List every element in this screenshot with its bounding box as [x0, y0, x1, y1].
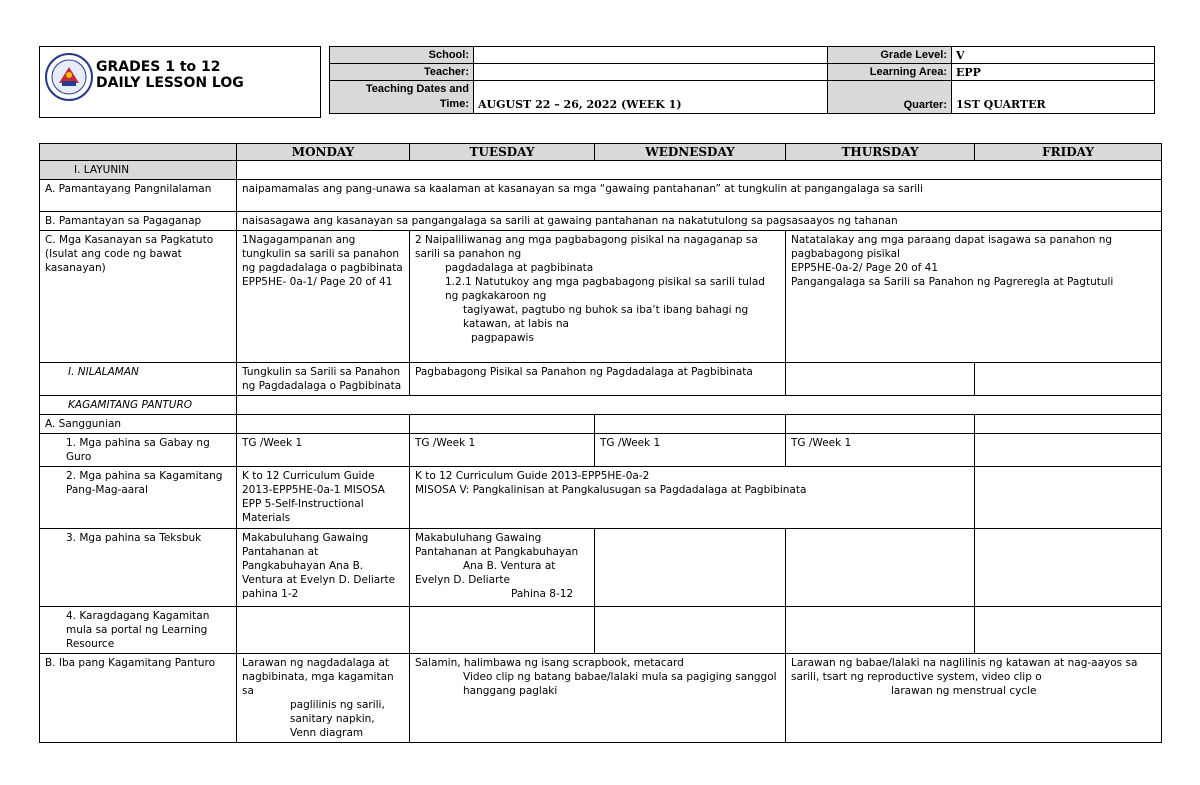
- nilalaman-tuesday: Pagbabagong Pisikal sa Panahon ng Pagdadalaga at Pagbibinata: [410, 363, 786, 396]
- sanggunian-row: [40, 415, 1162, 434]
- karagdagang-kagamitan-label: 4. Karagdagang Kagamitan mula sa portal ng Learning Resource: [40, 607, 237, 654]
- teksbuk-wednesday: [595, 529, 786, 607]
- pamantayang-pangnilalaman-text: naipamamalas ang pang-unawa sa kaalaman at kasanayan sa mga “gawaing pantahanan” at tungkulin at pangangalaga sa sarili: [237, 180, 1162, 212]
- iba-pang-kagamitan-thursday-line-1: Larawan ng babae/lalaki na naglilinis ng katawan at nag-aayos sa sarili, tsart ng reproductive system, video clip o: [791, 657, 1138, 683]
- teksbuk-row: [40, 529, 1162, 607]
- learning-area-label: Learning Area:: [828, 64, 952, 81]
- kasanayan-monday: 1Nagagampanan ang tungkulin sa sarili sa panahon ng pagdadalaga o pagbibinata EPP5HE- 0a-1/ Page 20 of 41: [237, 231, 410, 363]
- layunin-content: [237, 161, 1162, 180]
- iba-pang-kagamitan-thursday-line-2: larawan ng menstrual cycle: [891, 685, 1037, 697]
- kasanayan-label: C. Mga Kasanayan sa Pagkatuto (Isulat ang code ng bawat kasanayan): [40, 231, 237, 363]
- teksbuk-label: 3. Mga pahina sa Teksbuk: [40, 529, 237, 607]
- day-monday: MONDAY: [237, 144, 410, 161]
- iba-pang-kagamitan-monday: [237, 654, 410, 743]
- kagamitang-panturo-label: KAGAMITANG PANTURO: [40, 396, 237, 415]
- title-line-1: GRADES 1 to 12: [96, 59, 221, 75]
- teaching-dates-label-line-2: Time:: [439, 98, 469, 110]
- sanggunian-label: A. Sanggunian: [40, 415, 237, 434]
- header-blank-cell: [40, 144, 237, 161]
- grade-level-value: V: [952, 47, 1155, 64]
- title-line-2: DAILY LESSON LOG: [96, 75, 244, 91]
- iba-pang-kagamitan-tuesday-line-1: Salamin, halimbawa ng isang scrapbook, metacard: [415, 657, 684, 669]
- iba-pang-kagamitan-label: B. Iba pang Kagamitang Panturo: [40, 654, 237, 743]
- karagdagang-kagamitan-thursday: [786, 607, 975, 654]
- kasanayan-row: [40, 231, 1162, 363]
- pamantayan-pagganap-row: [40, 212, 1162, 231]
- kasanayan-tuesday-line-1: 2 Naipaliliwanag ang mga pagbabagong pisikal na nagaganap sa sarili sa panahon ng: [415, 234, 758, 260]
- pamantayan-pagganap-label: B. Pamantayan sa Pagaganap: [40, 212, 237, 231]
- kasanayan-thursday: [786, 231, 1162, 363]
- kagamitang-mag-aaral-row: [40, 467, 1162, 529]
- kagamitang-panturo-content: [237, 396, 1162, 415]
- sanggunian-monday: [237, 415, 410, 434]
- layunin-label: I. LAYUNIN: [40, 161, 237, 180]
- gabay-guro-friday: [975, 434, 1162, 467]
- karagdagang-kagamitan-tuesday: [410, 607, 595, 654]
- day-tuesday: TUESDAY: [410, 144, 595, 161]
- grade-level-label: Grade Level:: [828, 47, 952, 64]
- karagdagang-kagamitan-wednesday: [595, 607, 786, 654]
- teacher-value: [474, 64, 828, 81]
- kasanayan-thursday-line-3: Pangangalaga sa Sarili sa Panahon ng Pagreregla at Pagtutuli: [791, 276, 1114, 288]
- teksbuk-tuesday: [410, 529, 595, 607]
- kasanayan-tuesday: [410, 231, 786, 363]
- kasanayan-thursday-line-2: EPP5HE-0a-2/ Page 20 of 41: [791, 262, 939, 274]
- quarter-label: Quarter:: [828, 81, 952, 114]
- title-box: [39, 46, 321, 118]
- day-wednesday: WEDNESDAY: [595, 144, 786, 161]
- teaching-dates-label: [330, 81, 474, 114]
- kagamitang-mag-aaral-tuesday: [410, 467, 975, 529]
- kasanayan-tuesday-line-4: tagiyawat, pagtubo ng buhok sa iba’t ibang bahagi ng katawan, at labis na: [463, 304, 749, 330]
- iba-pang-kagamitan-thursday: [786, 654, 1162, 743]
- teksbuk-tuesday-line-3: Evelyn D. Deliarte: [415, 574, 510, 586]
- karagdagang-kagamitan-row: [40, 607, 1162, 654]
- layunin-row: [40, 161, 1162, 180]
- deped-seal-icon: [45, 53, 93, 101]
- iba-pang-kagamitan-monday-line-2: paglilinis ng sarili, sanitary napkin, Venn diagram: [290, 699, 385, 739]
- kasanayan-tuesday-line-5: pagpapawis: [471, 332, 534, 344]
- quarter-value: 1ST QUARTER: [952, 81, 1155, 114]
- kasanayan-tuesday-line-3: 1.2.1 Natutukoy ang mga pagbabagong pisikal sa sarili tulad ng pagkakaroon ng: [445, 276, 765, 302]
- teksbuk-tuesday-line-1: Makabuluhang Gawaing Pantahanan at Pangkabuhayan: [415, 532, 579, 558]
- pamantayan-pagganap-text: naisasagawa ang kasanayan sa pangangalaga sa sarili at gawaing pantahanan na nakatutulong sa pagsasaayos ng tahanan: [237, 212, 1162, 231]
- iba-pang-kagamitan-tuesday: [410, 654, 786, 743]
- info-table: [329, 46, 1155, 114]
- karagdagang-kagamitan-friday: [975, 607, 1162, 654]
- nilalaman-thursday: [786, 363, 975, 396]
- sanggunian-tuesday: [410, 415, 595, 434]
- karagdagang-kagamitan-monday: [237, 607, 410, 654]
- teksbuk-thursday: [786, 529, 975, 607]
- pamantayang-pangnilalaman-label: A. Pamantayang Pangnilalaman: [40, 180, 237, 212]
- day-header-row: [40, 144, 1162, 161]
- kagamitang-mag-aaral-tuesday-line-1: K to 12 Curriculum Guide 2013-EPP5HE-0a-2: [415, 470, 650, 482]
- teacher-label: Teacher:: [330, 64, 474, 81]
- gabay-guro-thursday: TG /Week 1: [786, 434, 975, 467]
- teaching-dates-value: AUGUST 22 – 26, 2022 (WEEK 1): [474, 81, 828, 114]
- school-label: School:: [330, 47, 474, 64]
- gabay-guro-tuesday: TG /Week 1: [410, 434, 595, 467]
- sanggunian-thursday: [786, 415, 975, 434]
- kagamitang-mag-aaral-monday: K to 12 Curriculum Guide 2013-EPP5HE-0a-1 MISOSA EPP 5-Self-Instructional Materials: [237, 467, 410, 529]
- kasanayan-thursday-line-1: Natatalakay ang mga paraang dapat isagawa sa panahon ng pagbabagong pisikal: [791, 234, 1113, 260]
- kagamitang-mag-aaral-tuesday-line-2: MISOSA V: Pangkalinisan at Pangkalusugan sa Pagdadalaga at Pagbibinata: [415, 484, 807, 496]
- day-thursday: THURSDAY: [786, 144, 975, 161]
- nilalaman-row: [40, 363, 1162, 396]
- pamantayang-pangnilalaman-row: [40, 180, 1162, 212]
- nilalaman-monday: Tungkulin sa Sarili sa Panahon ng Pagdadalaga o Pagbibinata: [237, 363, 410, 396]
- nilalaman-label: I. NILALAMAN: [40, 363, 237, 396]
- kagamitang-panturo-row: [40, 396, 1162, 415]
- teaching-dates-label-line-1: Teaching Dates and: [365, 83, 469, 95]
- lesson-log-header: [39, 46, 1155, 118]
- nilalaman-friday: [975, 363, 1162, 396]
- lesson-log-title: [96, 59, 244, 91]
- gabay-guro-row: [40, 434, 1162, 467]
- sanggunian-wednesday: [595, 415, 786, 434]
- teksbuk-tuesday-line-2: Ana B. Ventura at: [463, 560, 556, 572]
- teksbuk-tuesday-line-4: Pahina 8-12: [511, 588, 574, 600]
- lesson-plan-table: [39, 143, 1162, 743]
- kagamitang-mag-aaral-label: 2. Mga pahina sa Kagamitang Pang-Mag-aaral: [40, 467, 237, 529]
- day-friday: FRIDAY: [975, 144, 1162, 161]
- teksbuk-monday: Makabuluhang Gawaing Pantahanan at Pangkabuhayan Ana B. Ventura at Evelyn D. Deliarte pahina 1-2: [237, 529, 410, 607]
- gabay-guro-wednesday: TG /Week 1: [595, 434, 786, 467]
- learning-area-value: EPP: [952, 64, 1155, 81]
- gabay-guro-label: 1. Mga pahina sa Gabay ng Guro: [40, 434, 237, 467]
- sanggunian-friday: [975, 415, 1162, 434]
- gabay-guro-monday: TG /Week 1: [237, 434, 410, 467]
- iba-pang-kagamitan-row: [40, 654, 1162, 743]
- school-value: [474, 47, 828, 64]
- kasanayan-tuesday-line-2: pagdadalaga at pagbibinata: [445, 262, 594, 274]
- kagamitang-mag-aaral-friday: [975, 467, 1162, 529]
- iba-pang-kagamitan-monday-line-1: Larawan ng nagdadalaga at nagbibinata, mga kagamitan sa: [242, 657, 394, 697]
- teksbuk-friday: [975, 529, 1162, 607]
- iba-pang-kagamitan-tuesday-line-2: Video clip ng batang babae/lalaki mula sa pagiging sanggol hanggang paglaki: [463, 671, 777, 697]
